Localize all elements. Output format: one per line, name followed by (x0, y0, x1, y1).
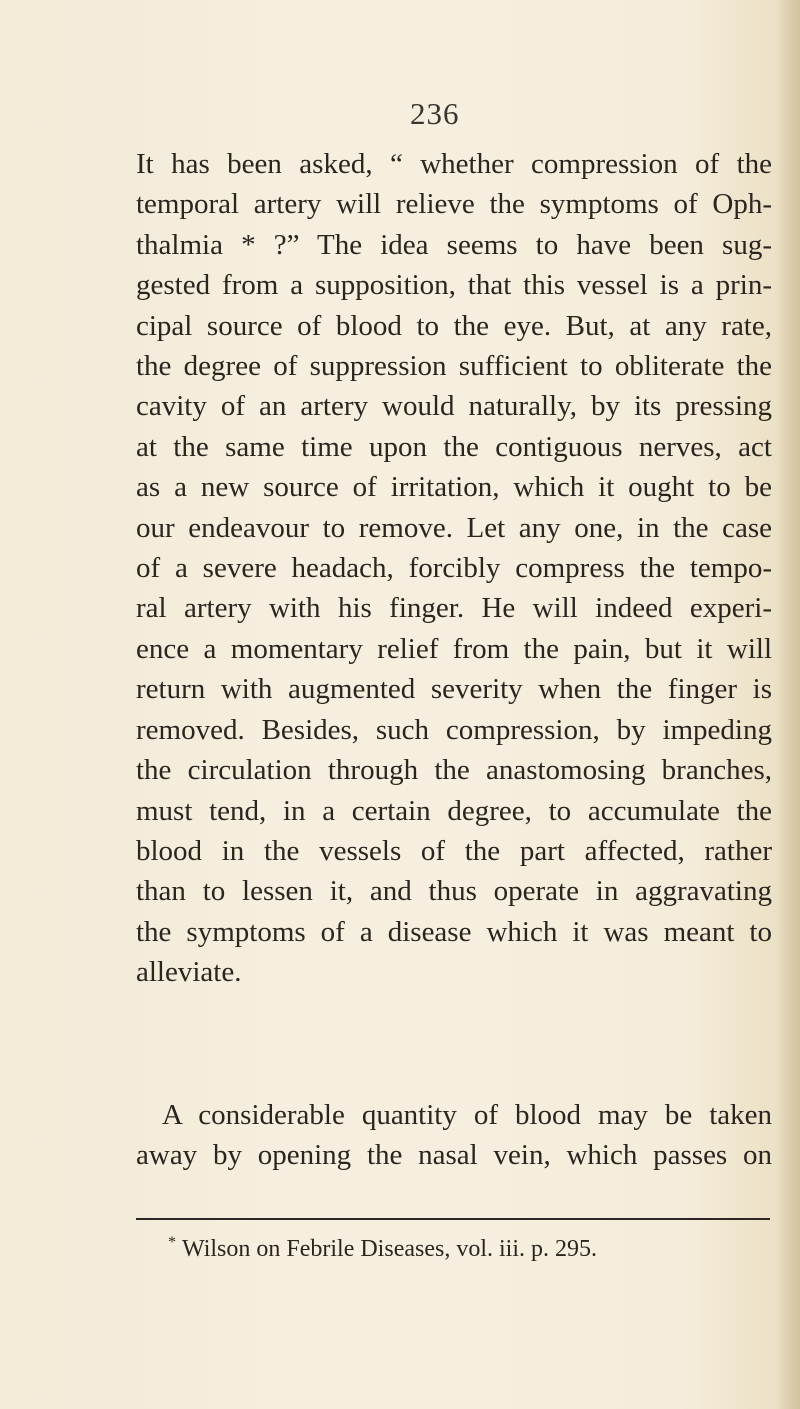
text-line: temporal artery will relieve the symptoms of Oph- (136, 188, 772, 221)
text-line: A considerable quantity of blood may be taken (162, 1099, 772, 1131)
text-line: alleviate. (136, 956, 242, 989)
text-line: It has been asked, “ whether compression of the (136, 148, 772, 180)
text-line: the circulation through the anastomosing branches, (136, 754, 772, 787)
footnote (168, 1234, 597, 1263)
text-line: the symptoms of a disease which it was meant to (136, 915, 772, 948)
text-line: at the same time upon the contiguous nerves, act (136, 430, 772, 463)
footnote-text: Wilson on Febrile Diseases, vol. iii. p. 295. (182, 1236, 597, 1262)
paragraph-1 (136, 144, 772, 993)
text-line: ence a momentary relief from the pain, but it will (136, 632, 772, 665)
text-line: removed. Besides, such compression, by impeding (136, 713, 772, 746)
page-edge-shadow (776, 0, 800, 1409)
text-line: our endeavour to remove. Let any one, in the case (136, 511, 772, 544)
text-line: ral artery with his finger. He will indeed experi- (136, 592, 772, 625)
text-line: blood in the vessels of the part affected, rather (136, 834, 772, 867)
text-line: as a new source of irritation, which it ought to be (136, 471, 772, 504)
page-number: 236 (410, 96, 460, 131)
footnote-mark: * (168, 1234, 176, 1251)
paragraph-2 (136, 1095, 772, 1176)
text-line: the degree of suppression sufficient to obliterate the (136, 350, 772, 383)
text-line: cavity of an artery would naturally, by its pressing (136, 390, 772, 423)
text-line: thalmia * ?” The idea seems to have been sug- (136, 228, 772, 261)
text-line: must tend, in a certain degree, to accumulate the (136, 794, 772, 827)
text-line: gested from a supposition, that this vessel is a prin- (136, 269, 772, 302)
footnote-divider (136, 1218, 770, 1220)
text-line: of a severe headach, forcibly compress the tempo- (136, 552, 772, 585)
text-line: return with augmented severity when the finger is (136, 673, 772, 706)
text-line: than to lessen it, and thus operate in aggravating (136, 875, 772, 908)
text-line: away by opening the nasal vein, which passes on (136, 1139, 772, 1172)
text-line: cipal source of blood to the eye. But, at any rate, (136, 309, 772, 342)
